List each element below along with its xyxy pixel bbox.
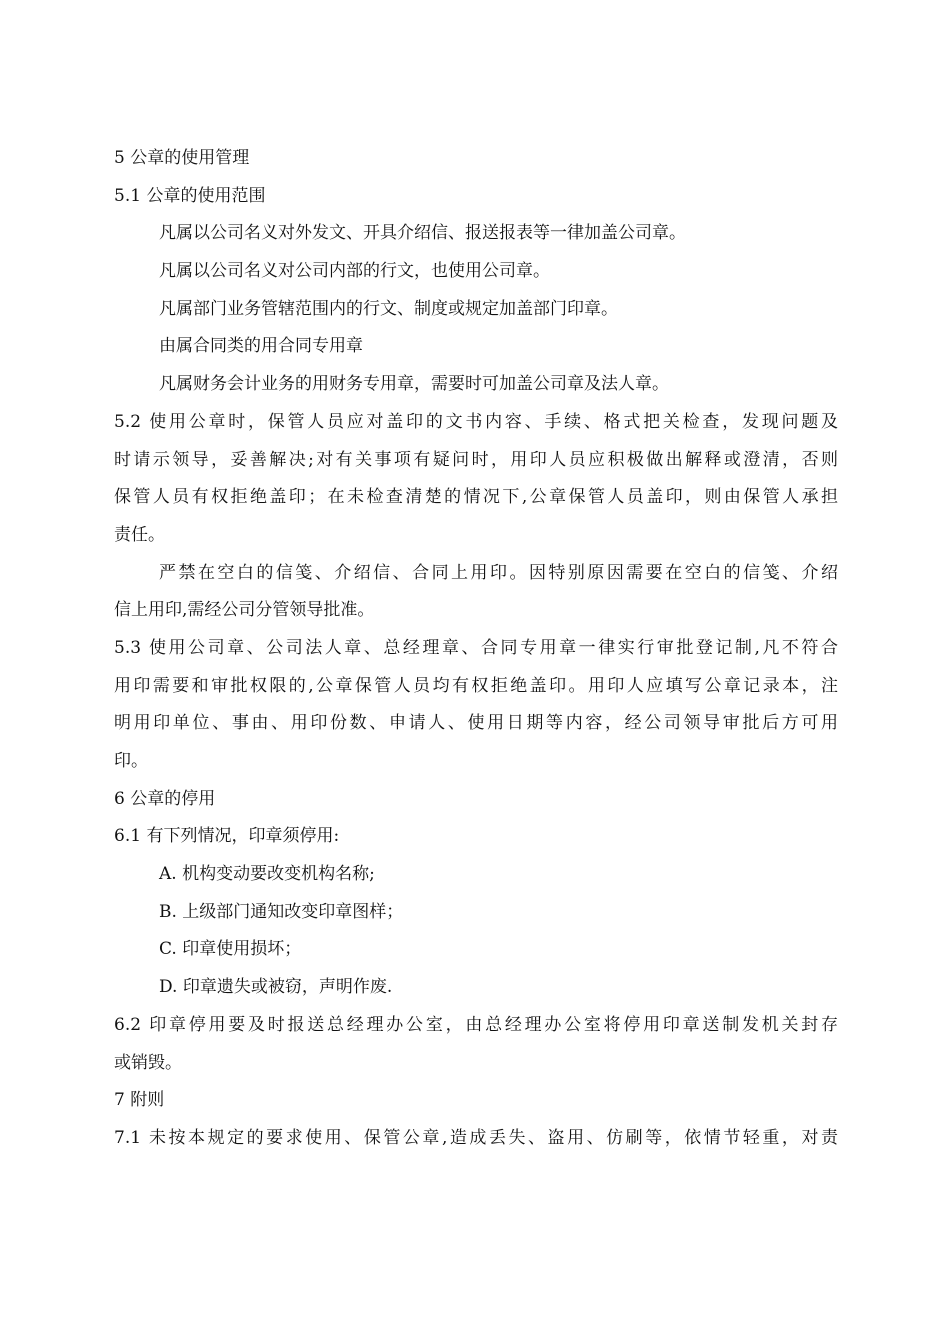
paragraph-line: 凡属部门业务管辖范围内的行文、制度或规定加盖部门印章。 — [159, 298, 618, 319]
paragraph-line: 印。 — [114, 751, 148, 771]
list-item: C. 印章使用损坏； — [159, 939, 302, 960]
paragraph-line: 明用印单位、事由、用印份数、申请人、使用日期等内容，经公司领导审批后方可用 — [114, 713, 838, 734]
paragraph-line: 或销毁。 — [114, 1052, 182, 1073]
paragraph-line: 7.1 未按本规定的要求使用、保管公章,造成丢失、盗用、仿刷等，依情节轻重，对责 — [114, 1127, 838, 1148]
paragraph-line: 凡属以公司名义对外发文、开具介绍信、报送报表等一律加盖公司章。 — [159, 223, 686, 244]
subsection-heading-6-1: 6.1 有下列情况，印章须停用: — [114, 826, 340, 847]
paragraph-line: 由属合同类的用合同专用章 — [159, 336, 363, 357]
paragraph-line: 保管人员有权拒绝盖印；在未检查清楚的情况下,公章保管人员盖印，则由保管人承担 — [114, 487, 838, 508]
paragraph-line: 时请示领导，妥善解决;对有关事项有疑问时，用印人员应积极做出解释或澄清，否则 — [114, 449, 838, 470]
paragraph-line: 用印需要和审批权限的,公章保管人员均有权拒绝盖印。用印人应填写公章记录本，注 — [114, 675, 838, 696]
list-item: B. 上级部门通知改变印章图样； — [159, 901, 404, 922]
paragraph-line: 6.2 印章停用要及时报送总经理办公室，由总经理办公室将停用印章送制发机关封存 — [114, 1014, 838, 1035]
paragraph-line: 责任。 — [114, 524, 165, 545]
document-body — [114, 140, 838, 1158]
subsection-heading-5-1: 5.1 公章的使用范围 — [114, 185, 266, 206]
paragraph-line: 凡属财务会计业务的用财务专用章，需要时可加盖公司章及法人章。 — [159, 374, 669, 395]
list-item: A. 机构变动要改变机构名称; — [159, 864, 375, 885]
list-item: D. 印章遗失或被窃，声明作废. — [159, 977, 393, 998]
section-heading-5: 5 公章的使用管理 — [114, 148, 250, 168]
paragraph-line: 凡属以公司名义对公司内部的行文，也使用公司章。 — [159, 261, 550, 282]
section-heading-6: 6 公章的停用 — [114, 788, 216, 809]
paragraph-line: 信上用印,需经公司分管领导批准。 — [114, 600, 375, 621]
paragraph-line: 5.2 使用公章时，保管人员应对盖印的文书内容、手续、格式把关检查，发现问题及 — [114, 411, 838, 432]
paragraph-line: 严禁在空白的信笺、介绍信、合同上用印。因特别原因需要在空白的信笺、介绍 — [159, 562, 838, 583]
section-heading-7: 7 附则 — [114, 1090, 165, 1111]
paragraph-line: 5.3 使用公司章、公司法人章、总经理章、合同专用章一律实行审批登记制,凡不符合 — [114, 637, 838, 658]
